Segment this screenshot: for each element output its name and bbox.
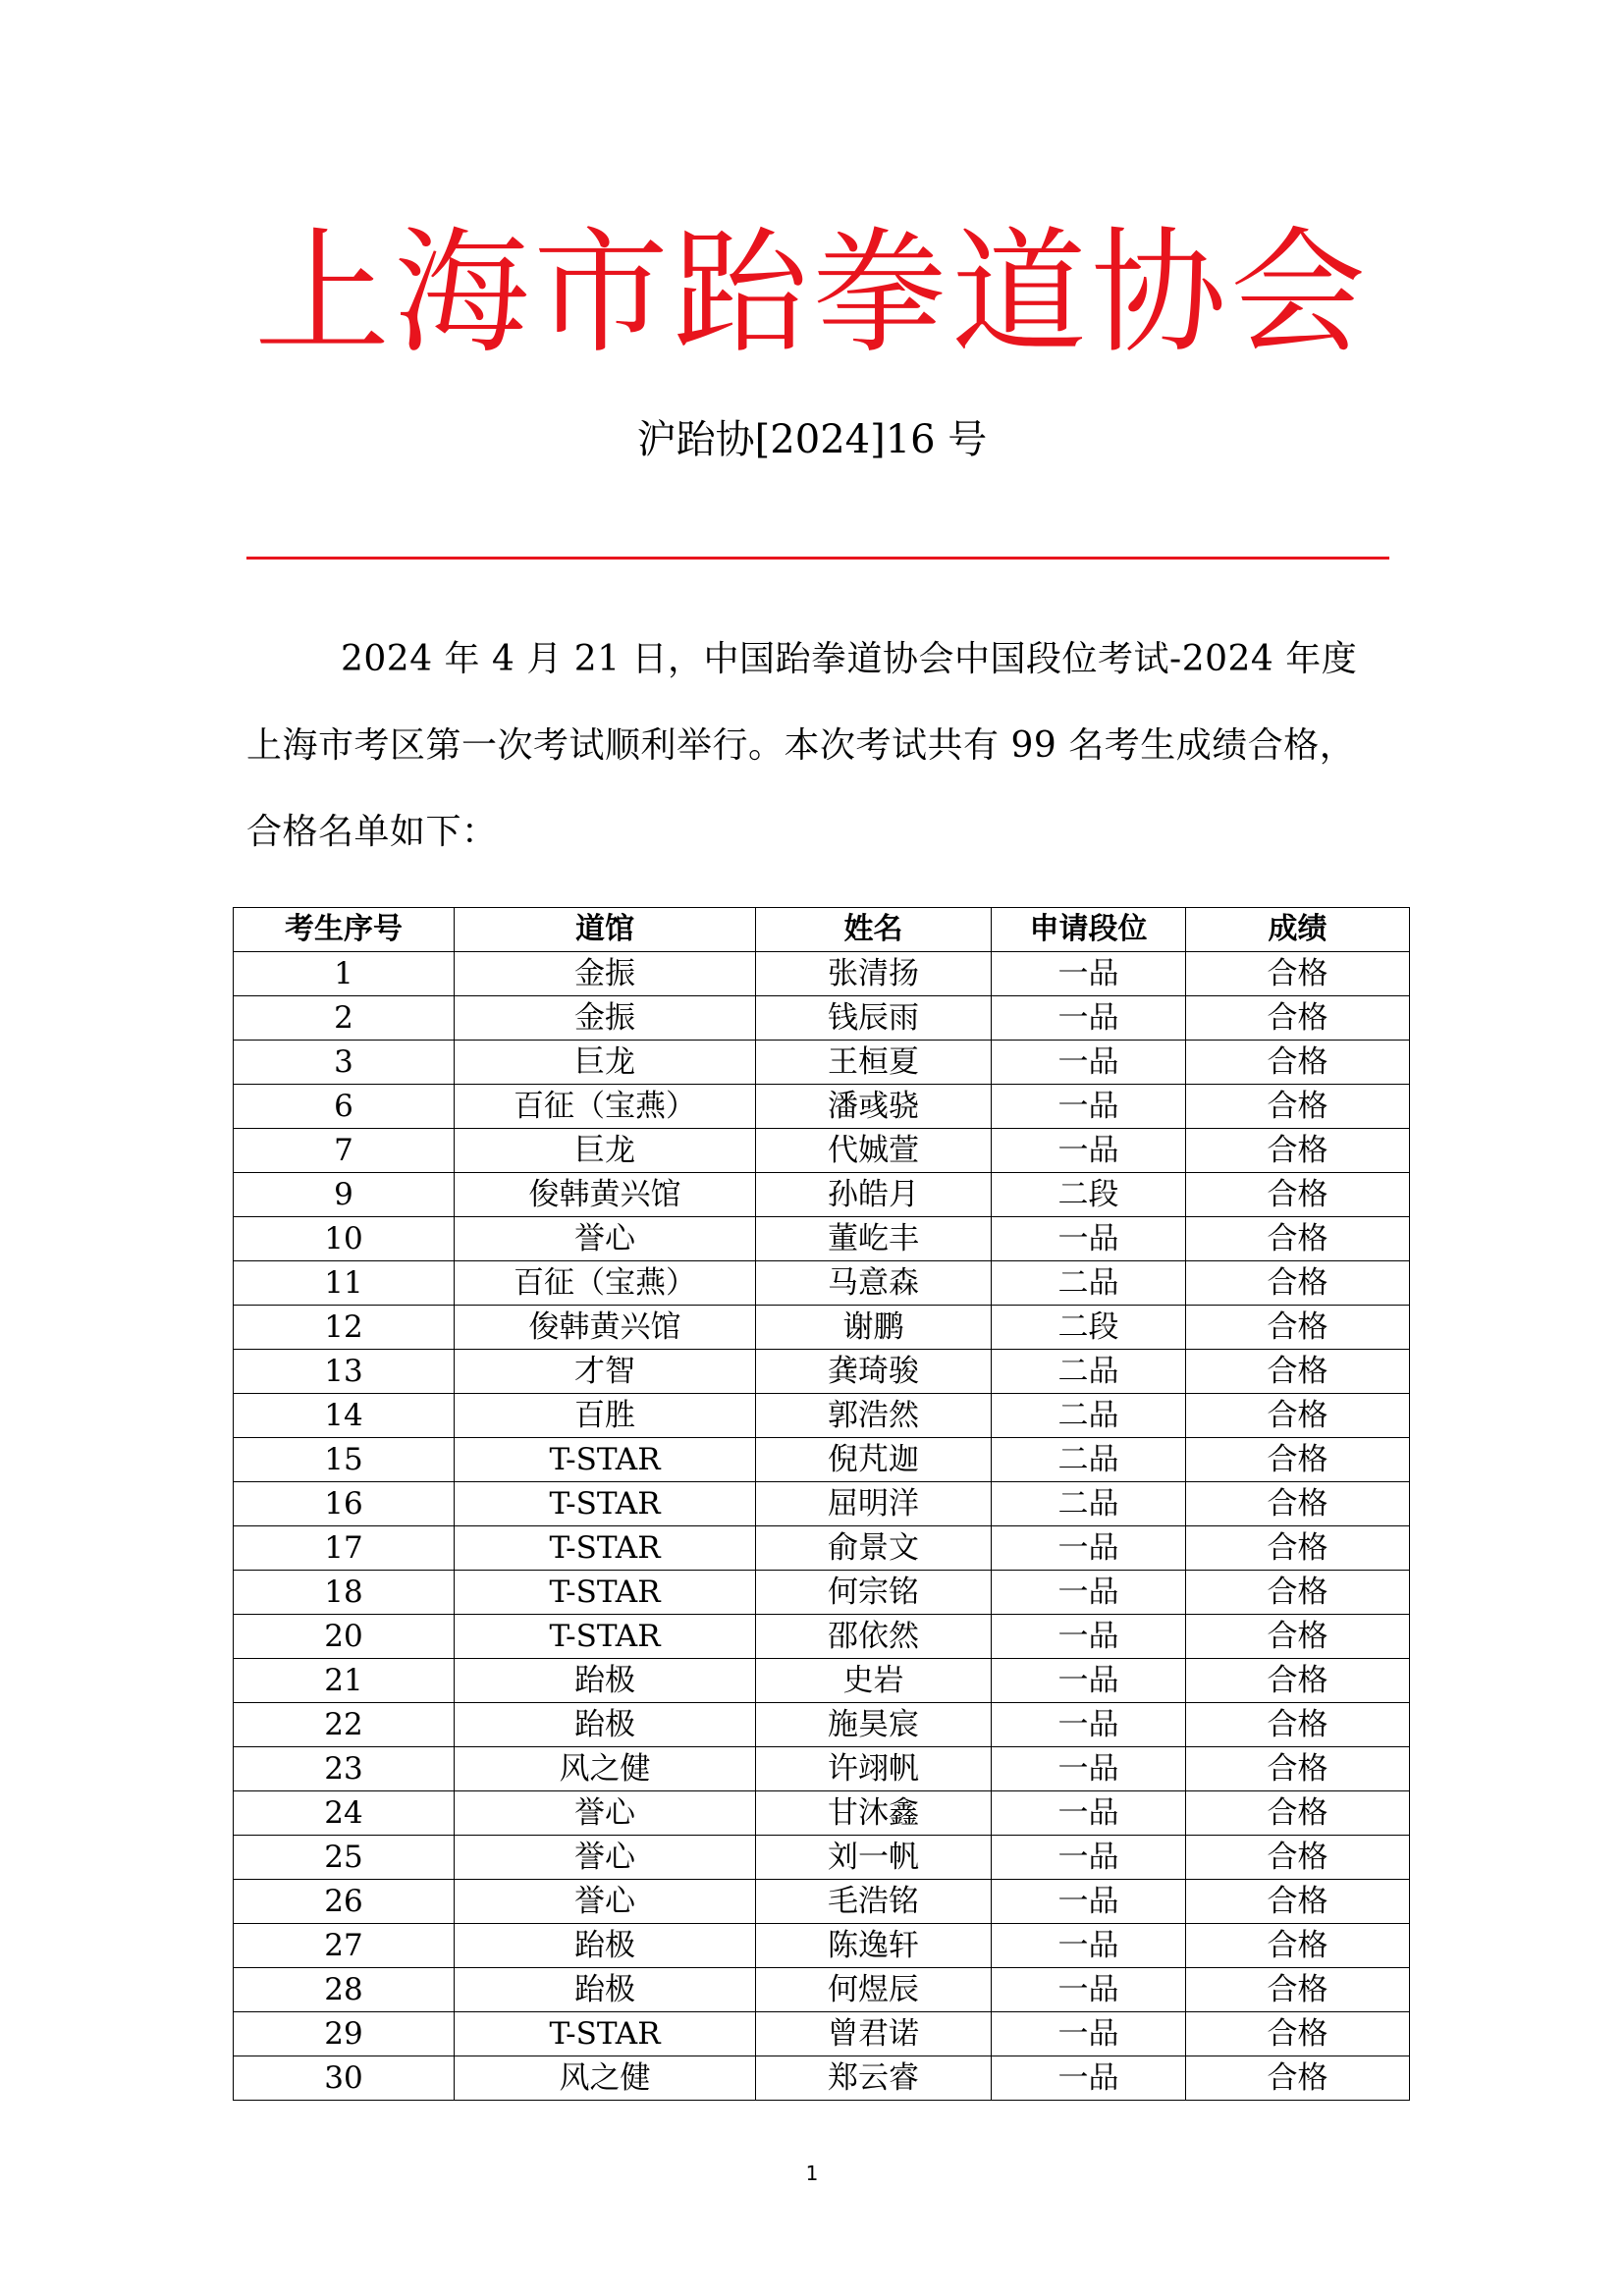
cell-rank: 一品: [992, 1526, 1186, 1571]
table-row: [234, 1571, 1410, 1615]
table-row: [234, 1836, 1410, 1880]
cell-dojo: 跆极: [455, 1703, 756, 1747]
cell-number: 23: [234, 1747, 455, 1791]
cell-result: 合格: [1186, 1747, 1410, 1791]
cell-result: 合格: [1186, 1438, 1410, 1482]
cell-dojo: 誉心: [455, 1791, 756, 1836]
cell-dojo: 跆极: [455, 1659, 756, 1703]
cell-dojo: 风之健: [455, 2056, 756, 2101]
cell-result: 合格: [1186, 1968, 1410, 2012]
cell-dojo: 俊韩黄兴馆: [455, 1173, 756, 1217]
cell-number: 30: [234, 2056, 455, 2101]
cell-name: 甘沐鑫: [756, 1791, 992, 1836]
cell-name: 钱辰雨: [756, 996, 992, 1041]
cell-result: 合格: [1186, 1482, 1410, 1526]
intro-paragraph: 2024 年 4 月 21 日，中国跆拳道协会中国段位考试-2024 年度上海市考区第一次考试顺利举行。本次考试共有 99 名考生成绩合格，合格名单如下：: [246, 639, 1358, 852]
cell-result: 合格: [1186, 2012, 1410, 2056]
document-number: 沪跆协[2024]16 号: [636, 417, 988, 462]
table-row: [234, 1085, 1410, 1129]
cell-number: 10: [234, 1217, 455, 1261]
header-divider: [246, 557, 1389, 560]
cell-number: 14: [234, 1394, 455, 1438]
cell-rank: 一品: [992, 1703, 1186, 1747]
cell-dojo: 巨龙: [455, 1041, 756, 1085]
cell-result: 合格: [1186, 1571, 1410, 1615]
cell-name: 倪芃迦: [756, 1438, 992, 1482]
cell-result: 合格: [1186, 1703, 1410, 1747]
header-cell-result: 成绩: [1186, 908, 1410, 952]
cell-number: 27: [234, 1924, 455, 1968]
table-row: [234, 1261, 1410, 1306]
cell-name: 潘彧骁: [756, 1085, 992, 1129]
cell-result: 合格: [1186, 2056, 1410, 2101]
cell-rank: 一品: [992, 2056, 1186, 2101]
cell-rank: 一品: [992, 1041, 1186, 1085]
cell-name: 代娍萱: [756, 1129, 992, 1173]
cell-result: 合格: [1186, 1350, 1410, 1394]
cell-dojo: 誉心: [455, 1217, 756, 1261]
cell-dojo: 跆极: [455, 1968, 756, 2012]
cell-rank: 一品: [992, 996, 1186, 1041]
cell-name: 刘一帆: [756, 1836, 992, 1880]
cell-rank: 一品: [992, 1968, 1186, 2012]
cell-rank: 一品: [992, 1659, 1186, 1703]
cell-name: 孙皓月: [756, 1173, 992, 1217]
table-row: [234, 1615, 1410, 1659]
cell-result: 合格: [1186, 1173, 1410, 1217]
cell-dojo: T-STAR: [455, 2012, 756, 2056]
cell-rank: 一品: [992, 1615, 1186, 1659]
cell-name: 何宗铭: [756, 1571, 992, 1615]
table-row: [234, 1482, 1410, 1526]
cell-rank: 一品: [992, 1129, 1186, 1173]
cell-rank: 二品: [992, 1438, 1186, 1482]
cell-name: 毛浩铭: [756, 1880, 992, 1924]
cell-dojo: 百征（宝燕）: [455, 1085, 756, 1129]
header-cell-name: 姓名: [756, 908, 992, 952]
cell-dojo: T-STAR: [455, 1482, 756, 1526]
cell-number: 16: [234, 1482, 455, 1526]
cell-name: 何煜辰: [756, 1968, 992, 2012]
cell-name: 马意森: [756, 1261, 992, 1306]
cell-number: 25: [234, 1836, 455, 1880]
table-row: [234, 1968, 1410, 2012]
cell-rank: 二品: [992, 1261, 1186, 1306]
table-row: [234, 1438, 1410, 1482]
cell-rank: 二段: [992, 1173, 1186, 1217]
table-body: [234, 952, 1410, 2101]
cell-result: 合格: [1186, 1394, 1410, 1438]
cell-dojo: T-STAR: [455, 1571, 756, 1615]
table-row: [234, 2056, 1410, 2101]
cell-name: 谢鹏: [756, 1306, 992, 1350]
cell-name: 史岩: [756, 1659, 992, 1703]
cell-name: 郭浩然: [756, 1394, 992, 1438]
cell-number: 1: [234, 952, 455, 996]
cell-rank: 一品: [992, 2012, 1186, 2056]
cell-name: 屈明洋: [756, 1482, 992, 1526]
cell-dojo: 风之健: [455, 1747, 756, 1791]
cell-rank: 二段: [992, 1306, 1186, 1350]
cell-number: 29: [234, 2012, 455, 2056]
table-row: [234, 1306, 1410, 1350]
cell-number: 28: [234, 1968, 455, 2012]
cell-result: 合格: [1186, 952, 1410, 996]
cell-number: 9: [234, 1173, 455, 1217]
cell-rank: 一品: [992, 1747, 1186, 1791]
cell-dojo: 百征（宝燕）: [455, 1261, 756, 1306]
cell-result: 合格: [1186, 1129, 1410, 1173]
page-number: 1: [805, 2162, 819, 2185]
cell-rank: 一品: [992, 1571, 1186, 1615]
header-cell-rank: 申请段位: [992, 908, 1186, 952]
cell-result: 合格: [1186, 1217, 1410, 1261]
table-row: [234, 1880, 1410, 1924]
table-row: [234, 1526, 1410, 1571]
cell-number: 24: [234, 1791, 455, 1836]
cell-name: 郑云睿: [756, 2056, 992, 2101]
cell-number: 26: [234, 1880, 455, 1924]
cell-number: 20: [234, 1615, 455, 1659]
cell-number: 22: [234, 1703, 455, 1747]
cell-rank: 二品: [992, 1350, 1186, 1394]
table-row: [234, 952, 1410, 996]
cell-rank: 一品: [992, 1791, 1186, 1836]
cell-name: 龚琦骏: [756, 1350, 992, 1394]
cell-number: 2: [234, 996, 455, 1041]
cell-dojo: 誉心: [455, 1880, 756, 1924]
cell-number: 6: [234, 1085, 455, 1129]
cell-number: 21: [234, 1659, 455, 1703]
cell-name: 王桓夏: [756, 1041, 992, 1085]
cell-rank: 一品: [992, 1217, 1186, 1261]
cell-dojo: 才智: [455, 1350, 756, 1394]
cell-name: 张清扬: [756, 952, 992, 996]
cell-rank: 二品: [992, 1394, 1186, 1438]
table-row: [234, 1747, 1410, 1791]
table-row: [234, 1394, 1410, 1438]
cell-dojo: 跆极: [455, 1924, 756, 1968]
cell-result: 合格: [1186, 1526, 1410, 1571]
cell-dojo: T-STAR: [455, 1526, 756, 1571]
cell-dojo: 俊韩黄兴馆: [455, 1306, 756, 1350]
cell-number: 17: [234, 1526, 455, 1571]
table-row: [234, 1791, 1410, 1836]
table-row: [234, 1173, 1410, 1217]
table-row: [234, 1924, 1410, 1968]
cell-result: 合格: [1186, 1659, 1410, 1703]
cell-name: 许翊帆: [756, 1747, 992, 1791]
cell-result: 合格: [1186, 1261, 1410, 1306]
cell-result: 合格: [1186, 1041, 1410, 1085]
cell-result: 合格: [1186, 1085, 1410, 1129]
cell-result: 合格: [1186, 1880, 1410, 1924]
cell-result: 合格: [1186, 1924, 1410, 1968]
cell-result: 合格: [1186, 1791, 1410, 1836]
cell-number: 3: [234, 1041, 455, 1085]
cell-dojo: 金振: [455, 952, 756, 996]
table-header-row: [234, 908, 1410, 952]
cell-dojo: T-STAR: [455, 1615, 756, 1659]
results-table: [233, 907, 1410, 2101]
cell-rank: 一品: [992, 952, 1186, 996]
cell-number: 18: [234, 1571, 455, 1615]
cell-number: 15: [234, 1438, 455, 1482]
cell-number: 12: [234, 1306, 455, 1350]
cell-number: 7: [234, 1129, 455, 1173]
cell-number: 13: [234, 1350, 455, 1394]
header-cell-dojo: 道馆: [455, 908, 756, 952]
cell-dojo: 誉心: [455, 1836, 756, 1880]
cell-name: 邵依然: [756, 1615, 992, 1659]
table-row: [234, 1703, 1410, 1747]
table-row: [234, 1350, 1410, 1394]
cell-dojo: 百胜: [455, 1394, 756, 1438]
table-row: [234, 996, 1410, 1041]
table-row: [234, 1217, 1410, 1261]
cell-result: 合格: [1186, 1306, 1410, 1350]
header-cell-number: 考生序号: [234, 908, 455, 952]
cell-result: 合格: [1186, 1615, 1410, 1659]
cell-rank: 二品: [992, 1482, 1186, 1526]
cell-result: 合格: [1186, 996, 1410, 1041]
table-row: [234, 2012, 1410, 2056]
table-row: [234, 1659, 1410, 1703]
cell-name: 陈逸轩: [756, 1924, 992, 1968]
cell-dojo: 巨龙: [455, 1129, 756, 1173]
cell-result: 合格: [1186, 1836, 1410, 1880]
table-row: [234, 1129, 1410, 1173]
document-title: 上海市跆拳道协会: [253, 214, 1370, 372]
cell-dojo: 金振: [455, 996, 756, 1041]
cell-name: 施昊宸: [756, 1703, 992, 1747]
table-row: [234, 1041, 1410, 1085]
cell-rank: 一品: [992, 1836, 1186, 1880]
cell-name: 董屹丰: [756, 1217, 992, 1261]
cell-rank: 一品: [992, 1924, 1186, 1968]
cell-name: 俞景文: [756, 1526, 992, 1571]
cell-name: 曾君诺: [756, 2012, 992, 2056]
cell-rank: 一品: [992, 1880, 1186, 1924]
cell-rank: 一品: [992, 1085, 1186, 1129]
cell-dojo: T-STAR: [455, 1438, 756, 1482]
cell-number: 11: [234, 1261, 455, 1306]
